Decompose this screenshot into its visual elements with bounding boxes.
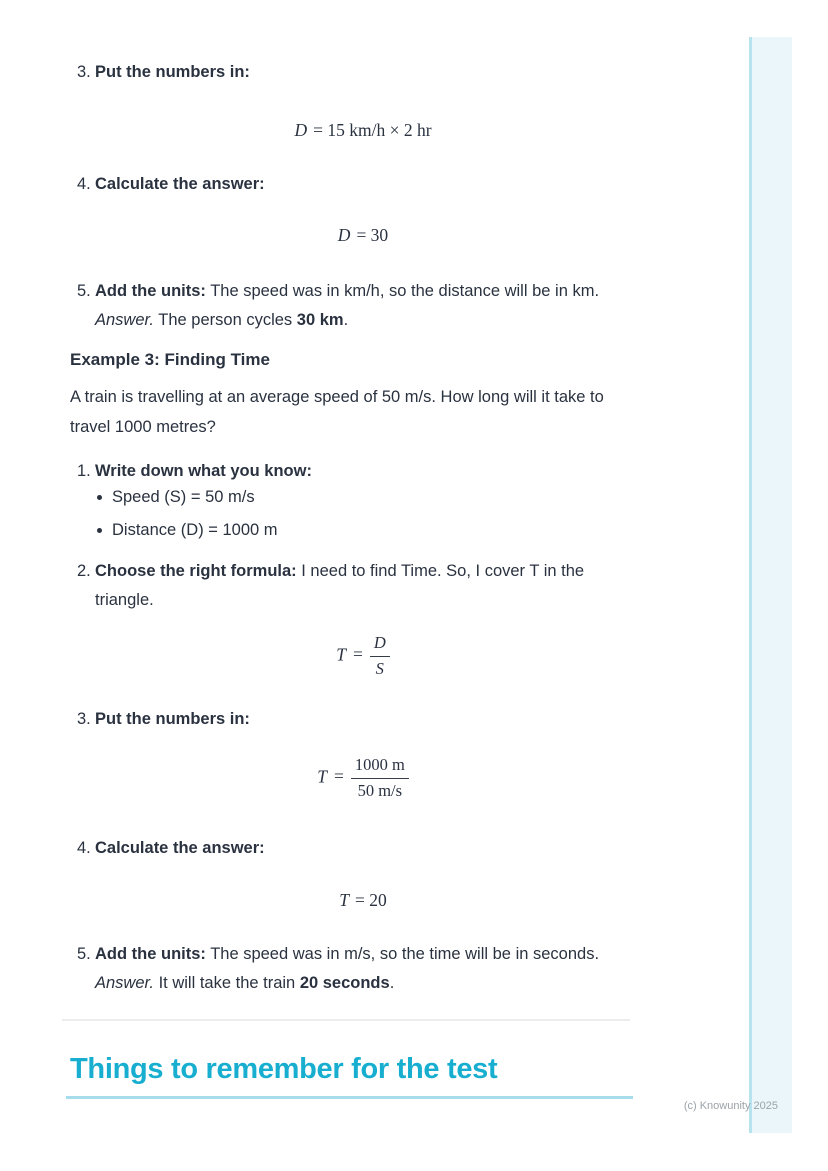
step-label: Add the units: xyxy=(95,945,206,963)
step-text: The speed was in km/h, so the distance will be in km. xyxy=(205,282,600,300)
fraction-denominator: 50 m/s xyxy=(357,780,403,800)
step-label: Calculate the answer: xyxy=(95,839,265,857)
formula-time-result xyxy=(70,887,656,913)
formula-time-substitution xyxy=(70,756,656,801)
list-item-step1 xyxy=(70,457,644,486)
step-label: Put the numbers in: xyxy=(95,710,250,728)
answer-period: . xyxy=(343,311,349,329)
answer-text: The person cycles xyxy=(154,311,297,329)
section-divider xyxy=(62,1019,630,1021)
step-text: The speed was in m/s, so the time will be in seconds. xyxy=(205,945,600,963)
formula-variable: D xyxy=(337,225,351,245)
formula-expression: = 30 xyxy=(356,225,389,245)
section-heading-underline xyxy=(66,1096,633,1099)
formula-variable: T xyxy=(339,890,349,910)
equals-sign: = xyxy=(333,766,344,787)
step-label: Write down what you know: xyxy=(95,462,312,480)
answer-line xyxy=(95,969,644,998)
answer-line xyxy=(95,306,644,335)
step-text-line xyxy=(95,277,644,306)
formula-distance-substitution xyxy=(70,117,656,143)
formula-expression: = 15 km/h × 2 hr xyxy=(313,120,432,140)
formula-variable: T xyxy=(336,644,346,665)
list-item-step2 xyxy=(70,557,644,615)
fraction xyxy=(351,756,409,801)
answer-text: It will take the train xyxy=(154,974,300,992)
answer-label: Answer. xyxy=(95,311,154,329)
step-label: Choose the right formula: xyxy=(95,562,297,580)
formula-distance-result xyxy=(70,222,656,248)
list-item-step3a xyxy=(70,58,644,87)
list-item-step4a xyxy=(70,170,644,199)
list-number: 4. xyxy=(77,175,91,193)
step-label: Add the units: xyxy=(95,282,206,300)
answer-label: Answer. xyxy=(95,974,154,992)
step-label: Put the numbers in: xyxy=(95,63,250,81)
section-heading: Things to remember for the test xyxy=(70,1053,498,1085)
list-number: 2. xyxy=(77,562,91,580)
list-item-step5a xyxy=(70,277,644,335)
list-item-step3b xyxy=(70,705,644,734)
equals-sign: = xyxy=(352,644,363,665)
step-text-line xyxy=(95,940,644,969)
step-text: I need to find Time. So, I cover T in the triangle. xyxy=(95,562,585,609)
fraction xyxy=(370,634,390,679)
formula-variable: T xyxy=(317,766,327,787)
fraction-numerator: D xyxy=(370,634,390,657)
answer-period: . xyxy=(389,974,395,992)
answer-value: 30 km xyxy=(296,311,344,329)
list-item-step4b xyxy=(70,834,644,863)
list-number: 3. xyxy=(77,710,91,728)
bullet-item-speed xyxy=(97,483,632,512)
formula-time-definition xyxy=(70,634,656,679)
formula-expression: = 20 xyxy=(354,890,387,910)
fraction-numerator: 1000 m xyxy=(351,756,409,779)
step-label: Calculate the answer: xyxy=(95,175,265,193)
example3-heading: Example 3: Finding Time xyxy=(70,350,270,369)
answer-value: 20 seconds xyxy=(299,974,390,992)
bullet-dot-icon xyxy=(97,495,102,500)
formula-variable: D xyxy=(294,120,308,140)
list-number: 5. xyxy=(77,282,91,300)
example3-intro: A train is travelling at an average speed of 50 m/s. How long will it take to travel 1000 metres? xyxy=(70,388,604,436)
bullet-item-distance xyxy=(97,516,632,545)
list-number: 3. xyxy=(77,63,91,81)
copyright-credit: (c) Knowunity 2025 xyxy=(683,1100,778,1112)
bullet-text: Distance (D) = 1000 m xyxy=(112,521,278,539)
bullet-dot-icon xyxy=(97,528,102,533)
bullet-text: Speed (S) = 50 m/s xyxy=(112,488,255,506)
list-number: 1. xyxy=(77,462,91,480)
list-number: 4. xyxy=(77,839,91,857)
list-item-step5b xyxy=(70,940,644,998)
list-number: 5. xyxy=(77,945,91,963)
fraction-denominator: S xyxy=(375,658,384,678)
